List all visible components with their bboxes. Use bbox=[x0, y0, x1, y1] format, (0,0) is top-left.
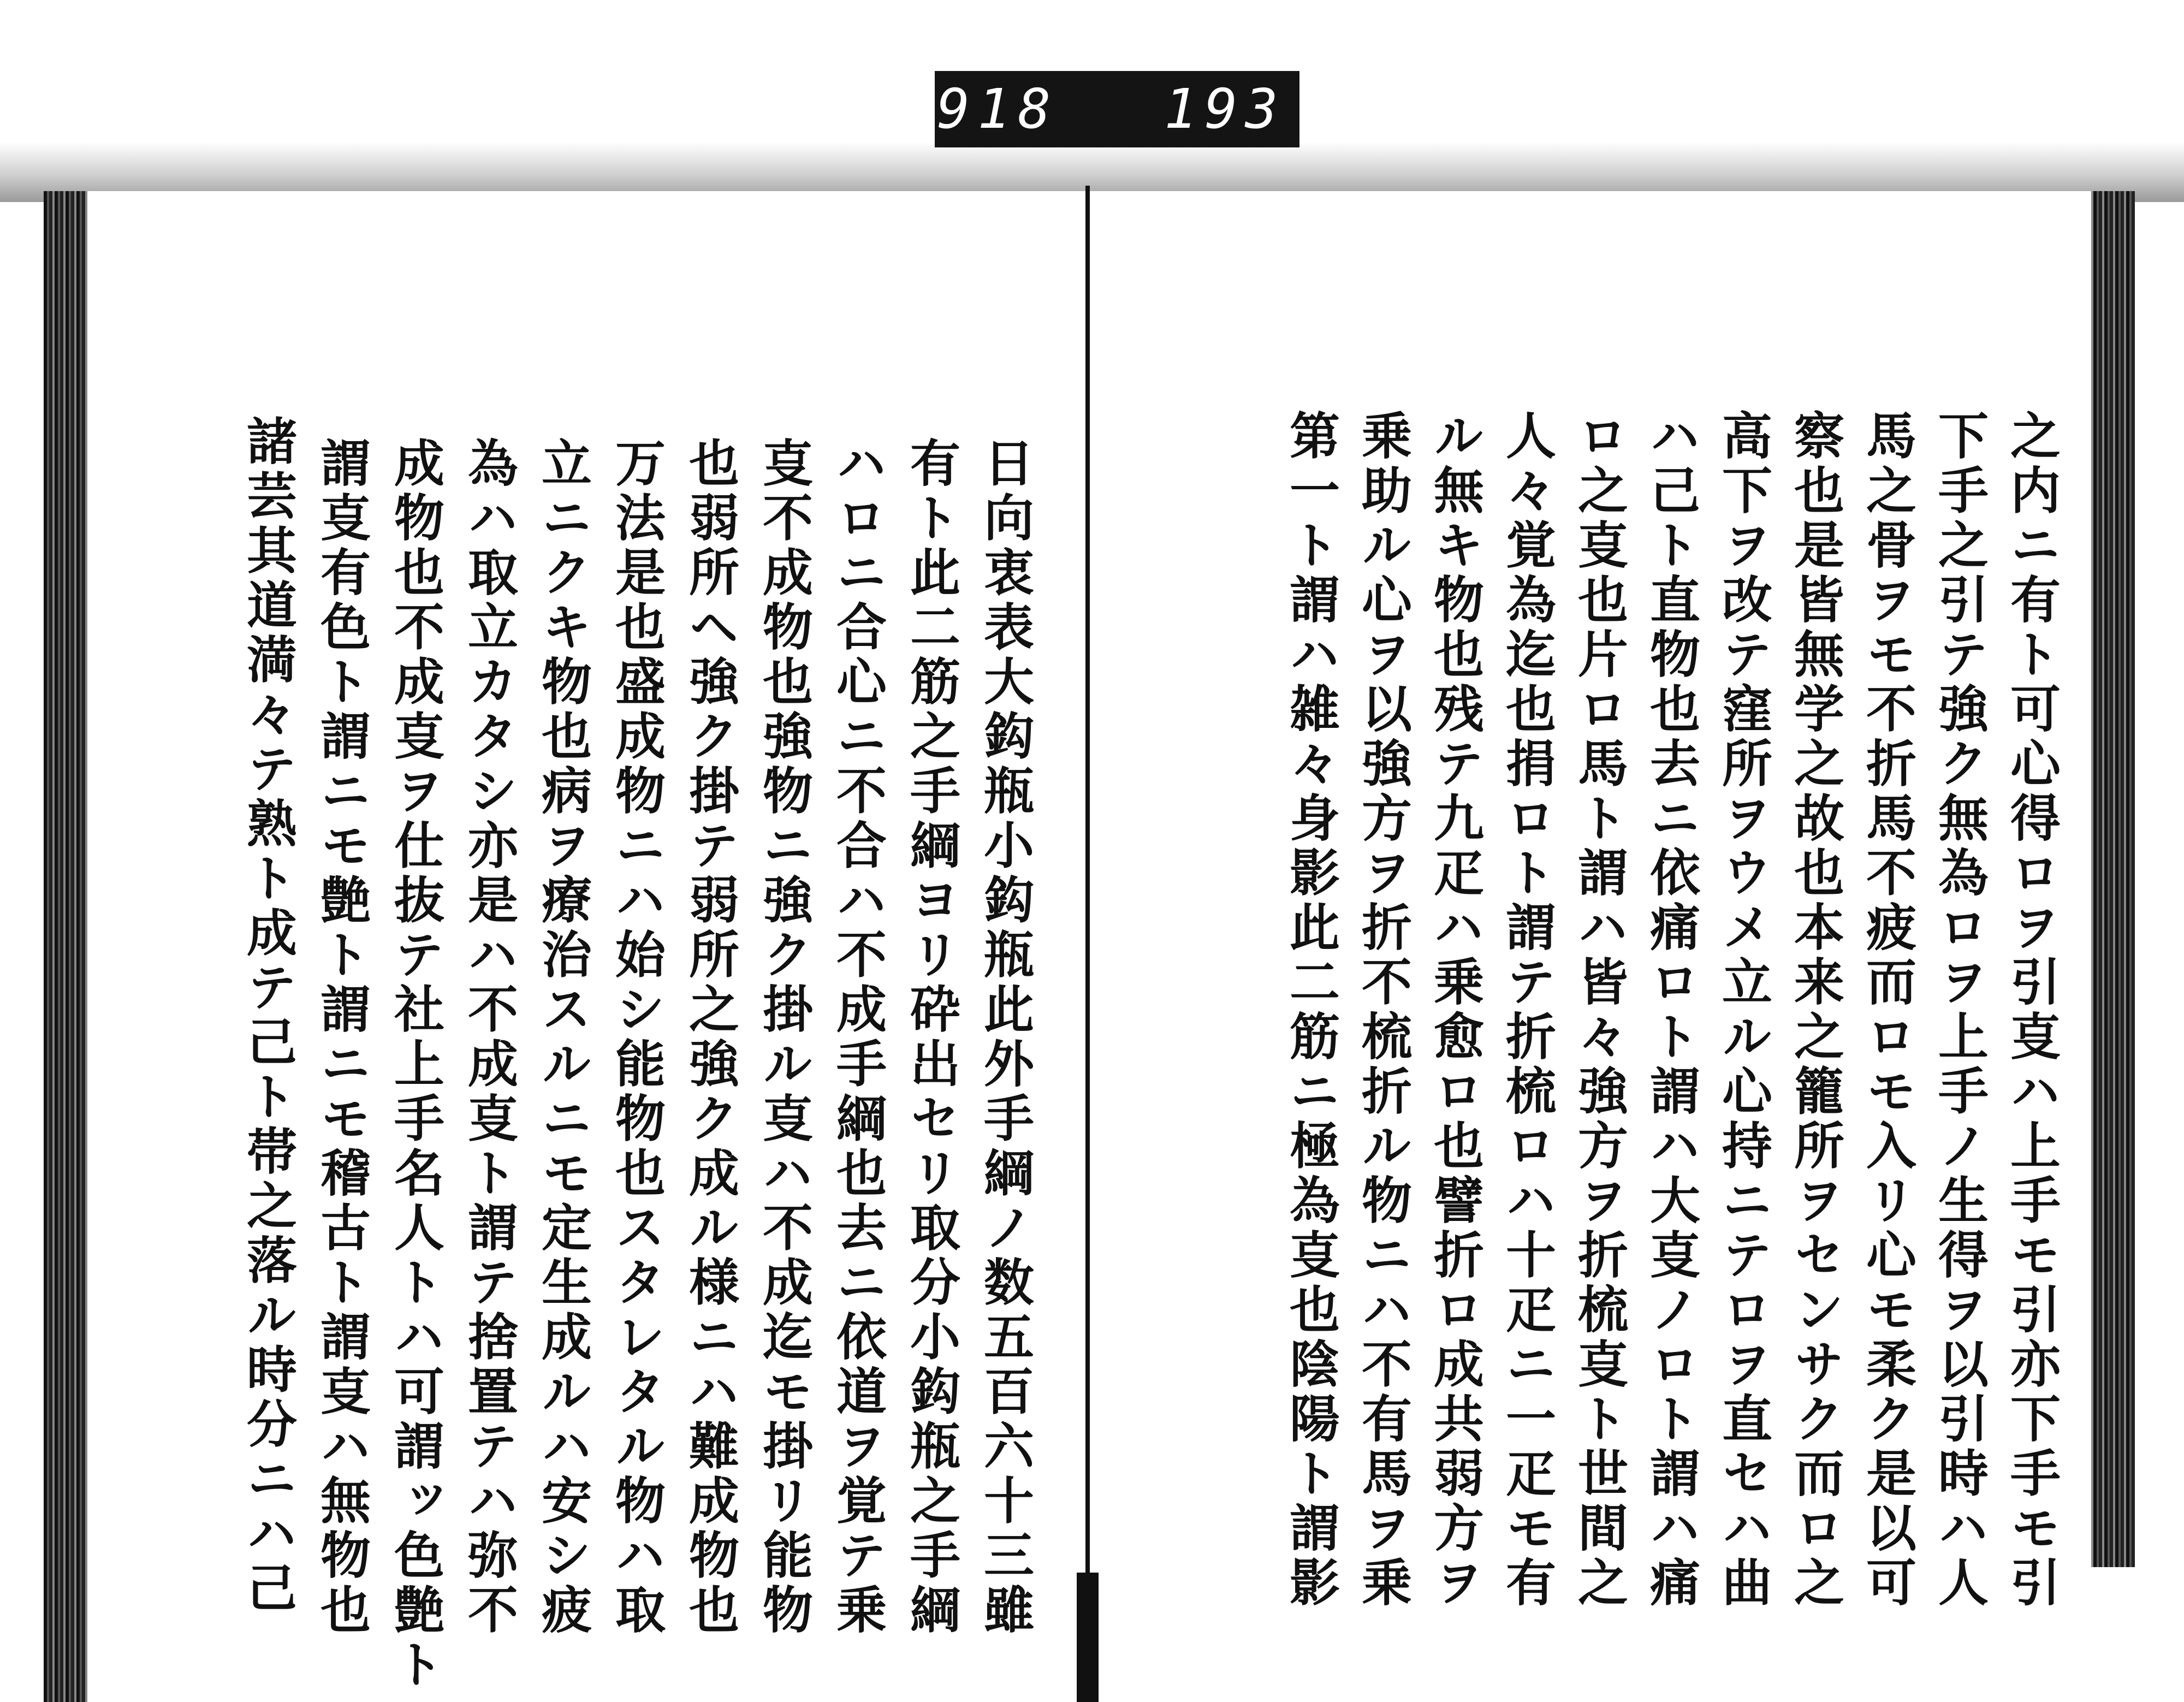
text-column: 有ト此二筋之手綱ヨリ砕出セリ取分小鈎瓶之手綱 bbox=[902, 437, 961, 1638]
text-column: 第一ト謂ハ雑々身影此二筋ニ極為㕝也陰陽ト謂影 bbox=[1281, 410, 1340, 1611]
left-page bbox=[87, 191, 1092, 1702]
text-column: 成物也不成㕝ヲ仕抜テ社上手名人トハ可謂ッ色艶ト bbox=[386, 437, 445, 1693]
text-column: ロ之㕝也片ロ馬ト謂ハ皆々強方ヲ折梳㕝ト世間之 bbox=[1570, 410, 1629, 1611]
text-column: 謂㕝有色ト謂ニモ艶ト謂ニモ稽古ト謂㕝ハ無物也 bbox=[312, 437, 371, 1638]
text-column: 之内ニ有ト可心得ロヲ引㕝ハ上手モ引亦下手モ引 bbox=[2002, 410, 2061, 1611]
text-column: ル無キ物也残テ九疋ハ乗愈ロ也譬折ロ成共弱方ヲ bbox=[1426, 410, 1485, 1611]
text-column: 万法是也盛成物ニハ始シ能物也スタレタル物ハ取 bbox=[607, 437, 666, 1638]
text-column: 日向衷表大鈎瓶小鈎瓶此外手綱ノ数五百六十三雖 bbox=[976, 437, 1035, 1638]
text-column: ハロニ合心ニ不合ハ不成手綱也去ニ依道ヲ覚テ乗 bbox=[828, 437, 887, 1638]
text-column: ハ己ト直物也去ニ依痛ロト謂ハ大㕝ノロト謂ハ痛 bbox=[1642, 410, 1701, 1611]
text-column: 乗助ル心ヲ以強方ヲ折不梳折ル物ニハ不有馬ヲ乗 bbox=[1354, 410, 1413, 1611]
text-column: 也弱所ヘ強ク掛テ弱所之強ク成ル様ニハ難成物也 bbox=[681, 437, 740, 1638]
text-column: 諸芸其道満々テ熟ト成テ己ト帯之落ル時分ニハ己 bbox=[239, 415, 298, 1616]
text-column: 察也是皆無学之故也本来之籠所ヲセンサク而ロ之 bbox=[1786, 410, 1845, 1611]
book-gutter bbox=[1085, 186, 1090, 1702]
catalog-label bbox=[935, 71, 1299, 147]
text-column: 高下ヲ改テ窪所ヲウメ立ル心持ニテロヲ直セハ曲 bbox=[1714, 410, 1773, 1611]
text-column: 㕝不成物也強物ニ強ク掛ル㕝ハ不成迄モ掛リ能物 bbox=[755, 437, 814, 1638]
text-column: 立ニクキ物也病ヲ療治スルニモ定生成ルハ安シ疲 bbox=[533, 437, 592, 1638]
text-column: 馬之骨ヲモ不折馬不疲而ロモ入リ心モ柔ク是以可 bbox=[1858, 410, 1917, 1611]
catalog-number-right: 193 bbox=[1164, 77, 1286, 141]
text-column: 人々覚為迄也捐ロト謂テ折梳ロハ十疋ニ一疋モ有 bbox=[1498, 410, 1557, 1611]
text-column: 下手之引テ強ク無為ロヲ上手ノ生得ヲ以引時ハ人 bbox=[1930, 410, 1989, 1611]
text-column: 為ハ取立カタシ亦是ハ不成㕝ト謂テ捨置テハ弥不 bbox=[460, 437, 519, 1638]
right-page bbox=[1092, 191, 2091, 1702]
catalog-number-left: 918 bbox=[937, 77, 1059, 141]
gutter-shadow bbox=[1077, 1573, 1099, 1702]
